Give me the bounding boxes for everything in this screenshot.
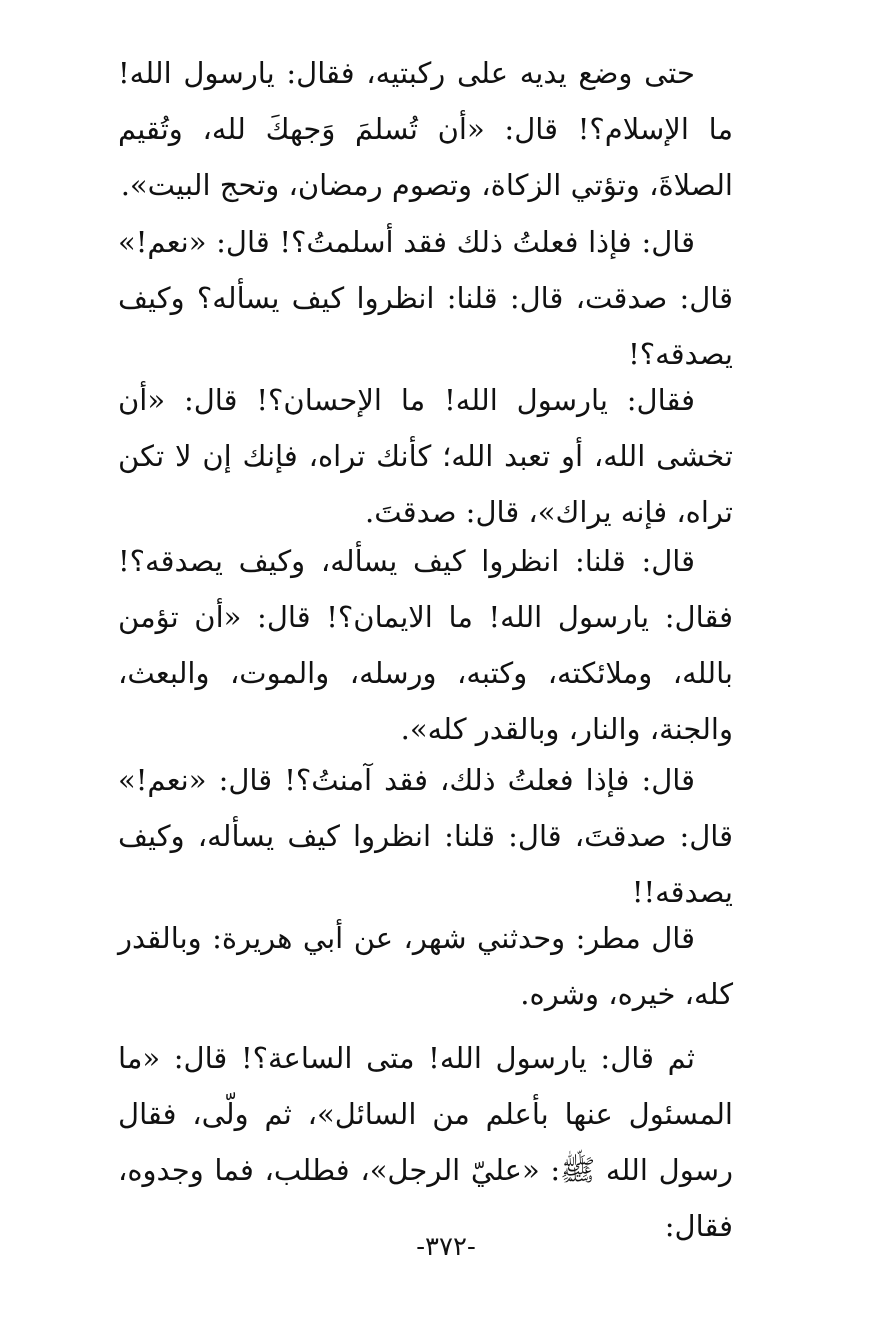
paragraph-5: قال: فإذا فعلتُ ذلك، فقد آمنتُ؟! قال: «نعم!» قال: صدقتَ، قال: قلنا: انظروا كيف يسأله، وكيف يصدقه!!: [118, 763, 733, 909]
paragraph-7: ثم قال: يارسول الله! متى الساعة؟! قال: «ما المسئول عنها بأعلم من السائل»، ثم ولّى، فقال رسول الله ﷺ: «عليّ الرجل»، فطلب، فما وجدوه، فقال:: [118, 1041, 733, 1243]
paragraph-3: فقال: يارسول الله! ما الإحسان؟! قال: «أن تخشى الله، أو تعبد الله؛ كأنك تراه، فإنك إن لا تكن تراه، فإنه يراك»، قال: صدقتَ.: [118, 383, 733, 529]
paragraph-6: قال مطر: وحدثني شهر، عن أبي هريرة: وبالقدر كله، خيره، وشره.: [118, 921, 733, 1011]
page-number: -٣٧٢-: [416, 1232, 476, 1262]
paragraph-4: قال: قلنا: انظروا كيف يسأله، وكيف يصدقه؟! فقال: يارسول الله! ما الايمان؟! قال: «أن تؤمن بالله، وملائكته، وكتبه، ورسله، والموت، والبعث، والجنة، والنار، وبالقدر كله».: [118, 544, 733, 746]
paragraph-2: قال: فإذا فعلتُ ذلك فقد أسلمتُ؟! قال: «نعم!» قال: صدقت، قال: قلنا: انظروا كيف يسأله؟ وكيف يصدقه؟!: [118, 225, 733, 371]
paragraph-1: حتى وضع يديه على ركبتيه، فقال: يارسول الله! ما الإسلام؟! قال: «أن تُسلمَ وَجهكَ لله، وتُقيم الصلاةَ، وتؤتي الزكاة، وتصوم رمضان، وتحج البيت».: [118, 56, 733, 202]
